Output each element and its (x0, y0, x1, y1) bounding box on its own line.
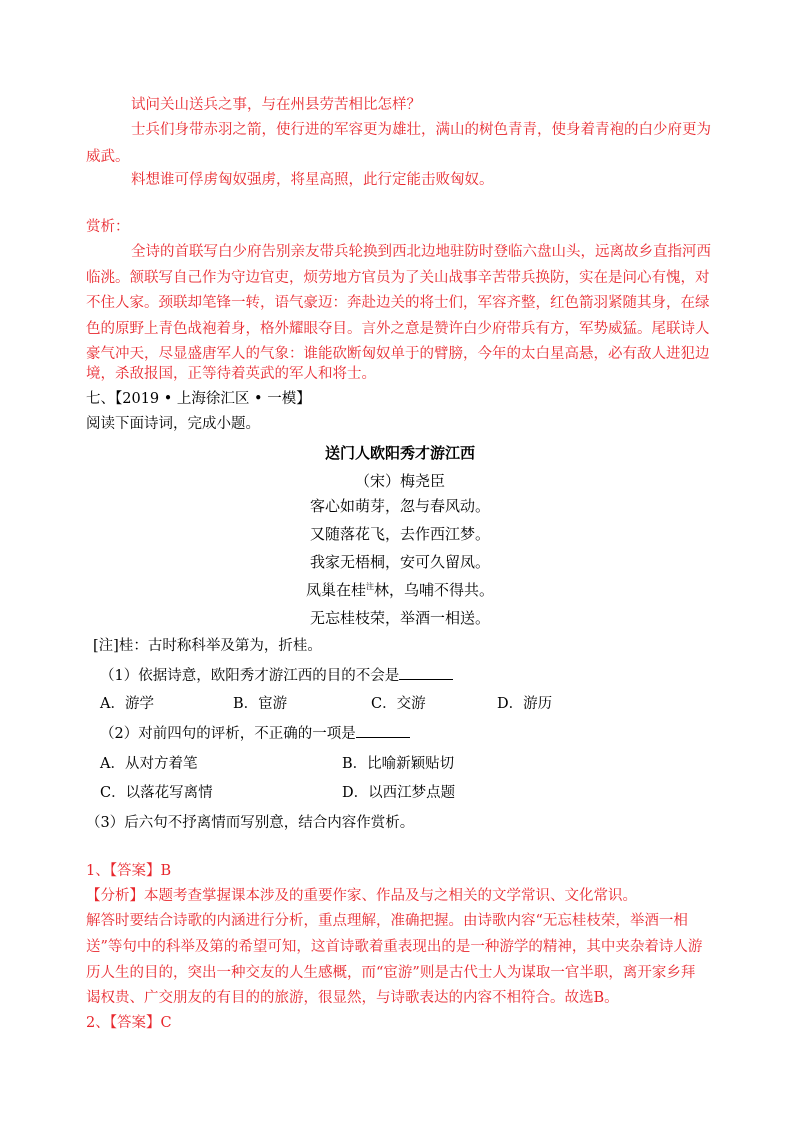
poem-line-part: 林，乌哺不得共。 (374, 581, 495, 599)
appreciation-line: 境，杀敌报国，正等待着英武的军人和将士。 (86, 366, 376, 382)
translation-line: 士兵们身带赤羽之箭，使行进的军容更为雄壮，满山的树色青青，使身着青袍的白少府更为 (131, 122, 711, 138)
q1-option-b: B．宦游 (233, 696, 288, 712)
analysis-line: 谒权贵、广交朋友的有目的的旅游，很显然，与诗歌表达的内容不相符合。故选B。 (86, 990, 619, 1006)
poem-line: 客心如萌芽，忽与春风动。 (309, 497, 490, 515)
q1-option-c: C．交游 (371, 696, 426, 712)
analysis-line: 解答时要结合诗歌的内涵进行分析，重点理解，准确把握。由诗歌内容“无忘桂枝荣，举酒一相 (86, 913, 688, 929)
q1-option-d: D．游历 (497, 696, 553, 712)
poem-author: （宋）梅尧臣 (354, 472, 445, 490)
translation-line: 料想谁可俘虏匈奴强虏，将星高照，此行定能击败匈奴。 (131, 172, 494, 188)
note-marker: 注 (366, 582, 374, 591)
q1-option-a: A．游学 (100, 696, 154, 712)
question-2 (100, 723, 410, 744)
question-1 (100, 665, 453, 686)
poem-title: 送门人欧阳秀才游江西 (324, 444, 475, 462)
analysis-line: 历人生的目的，突出一种交友的人生感概，而“宦游”则是古代士人为谋取一官半职，离开家乡拜 (86, 965, 696, 981)
q2-option-b: B．比喻新颖贴切 (342, 756, 455, 772)
answer-1: 1、【答案】B (86, 863, 172, 879)
poem-note: [注]桂：古时称科举及第为，折桂。 (93, 638, 322, 654)
question-2-text: （2）对前四句的评析，不正确的一项是 (100, 726, 356, 742)
q2-option-c: C．以落花写离情 (100, 785, 213, 801)
answer-blank (399, 665, 453, 680)
appreciation-line: 临洮。颔联写自己作为守边官吏，烦劳地方官员为了关山战事辛苦带兵换防，实在是问心有愧，对 (86, 270, 710, 286)
answer-blank (356, 723, 410, 738)
appreciation-line: 豪气冲天，尽显盛唐军人的气象：谁能砍断匈奴单于的臂膀，今年的太白星高悬，必有敌人进犯边 (86, 346, 710, 362)
analysis-line: 送”等句中的科举及第的希望可知，这首诗歌着重表现出的是一种游学的精神，其中夹杂着诗人游 (86, 939, 703, 955)
answer-2: 2、【答案】C (86, 1015, 172, 1031)
question-1-text: （1）依据诗意，欧阳秀才游江西的目的不会是 (100, 668, 400, 684)
translation-line: 试问关山送兵之事，与在州县劳苦相比怎样？ (131, 97, 421, 113)
appreciation-line: 色的原野上青色战袍着身，格外耀眼夺目。言外之意是赞许白少府带兵有方，军势威猛。尾联诗人 (86, 321, 710, 337)
translation-line: 威武。 (86, 149, 130, 165)
question-3: （3）后六句不抒离情而写别意，结合内容作赏析。 (86, 815, 415, 831)
question-instruction: 阅读下面诗词，完成小题。 (86, 416, 260, 432)
appreciation-label: 赏析： (86, 219, 130, 235)
analysis-line: 【分析】本题考查掌握课本涉及的重要作家、作品及与之相关的文学常识、文化常识。 (86, 888, 637, 904)
poem-line: 无忘桂枝荣，举酒一相送。 (309, 609, 490, 627)
poem-line: 我家无梧桐，安可久留凤。 (309, 553, 490, 571)
question-header: 七、【2019 • 上海徐汇区 • 一模】 (86, 391, 311, 407)
poem-line-annotated (0, 580, 800, 600)
appreciation-line: 不住人家。颈联却笔锋一转，语气豪迈：奔赴边关的将士们，军容齐整，红色箭羽紧随其身，在绿 (86, 295, 710, 311)
poem-line-part: 凤巢在桂 (305, 581, 366, 599)
q2-option-d: D．以西江梦点题 (342, 785, 456, 801)
q2-option-a: A．从对方着笔 (100, 756, 198, 772)
appreciation-line: 全诗的首联写白少府告别亲友带兵轮换到西北边地驻防时登临六盘山头，远离故乡直指河西 (131, 244, 711, 260)
poem-line: 又随落花飞，去作西江梦。 (309, 525, 490, 543)
